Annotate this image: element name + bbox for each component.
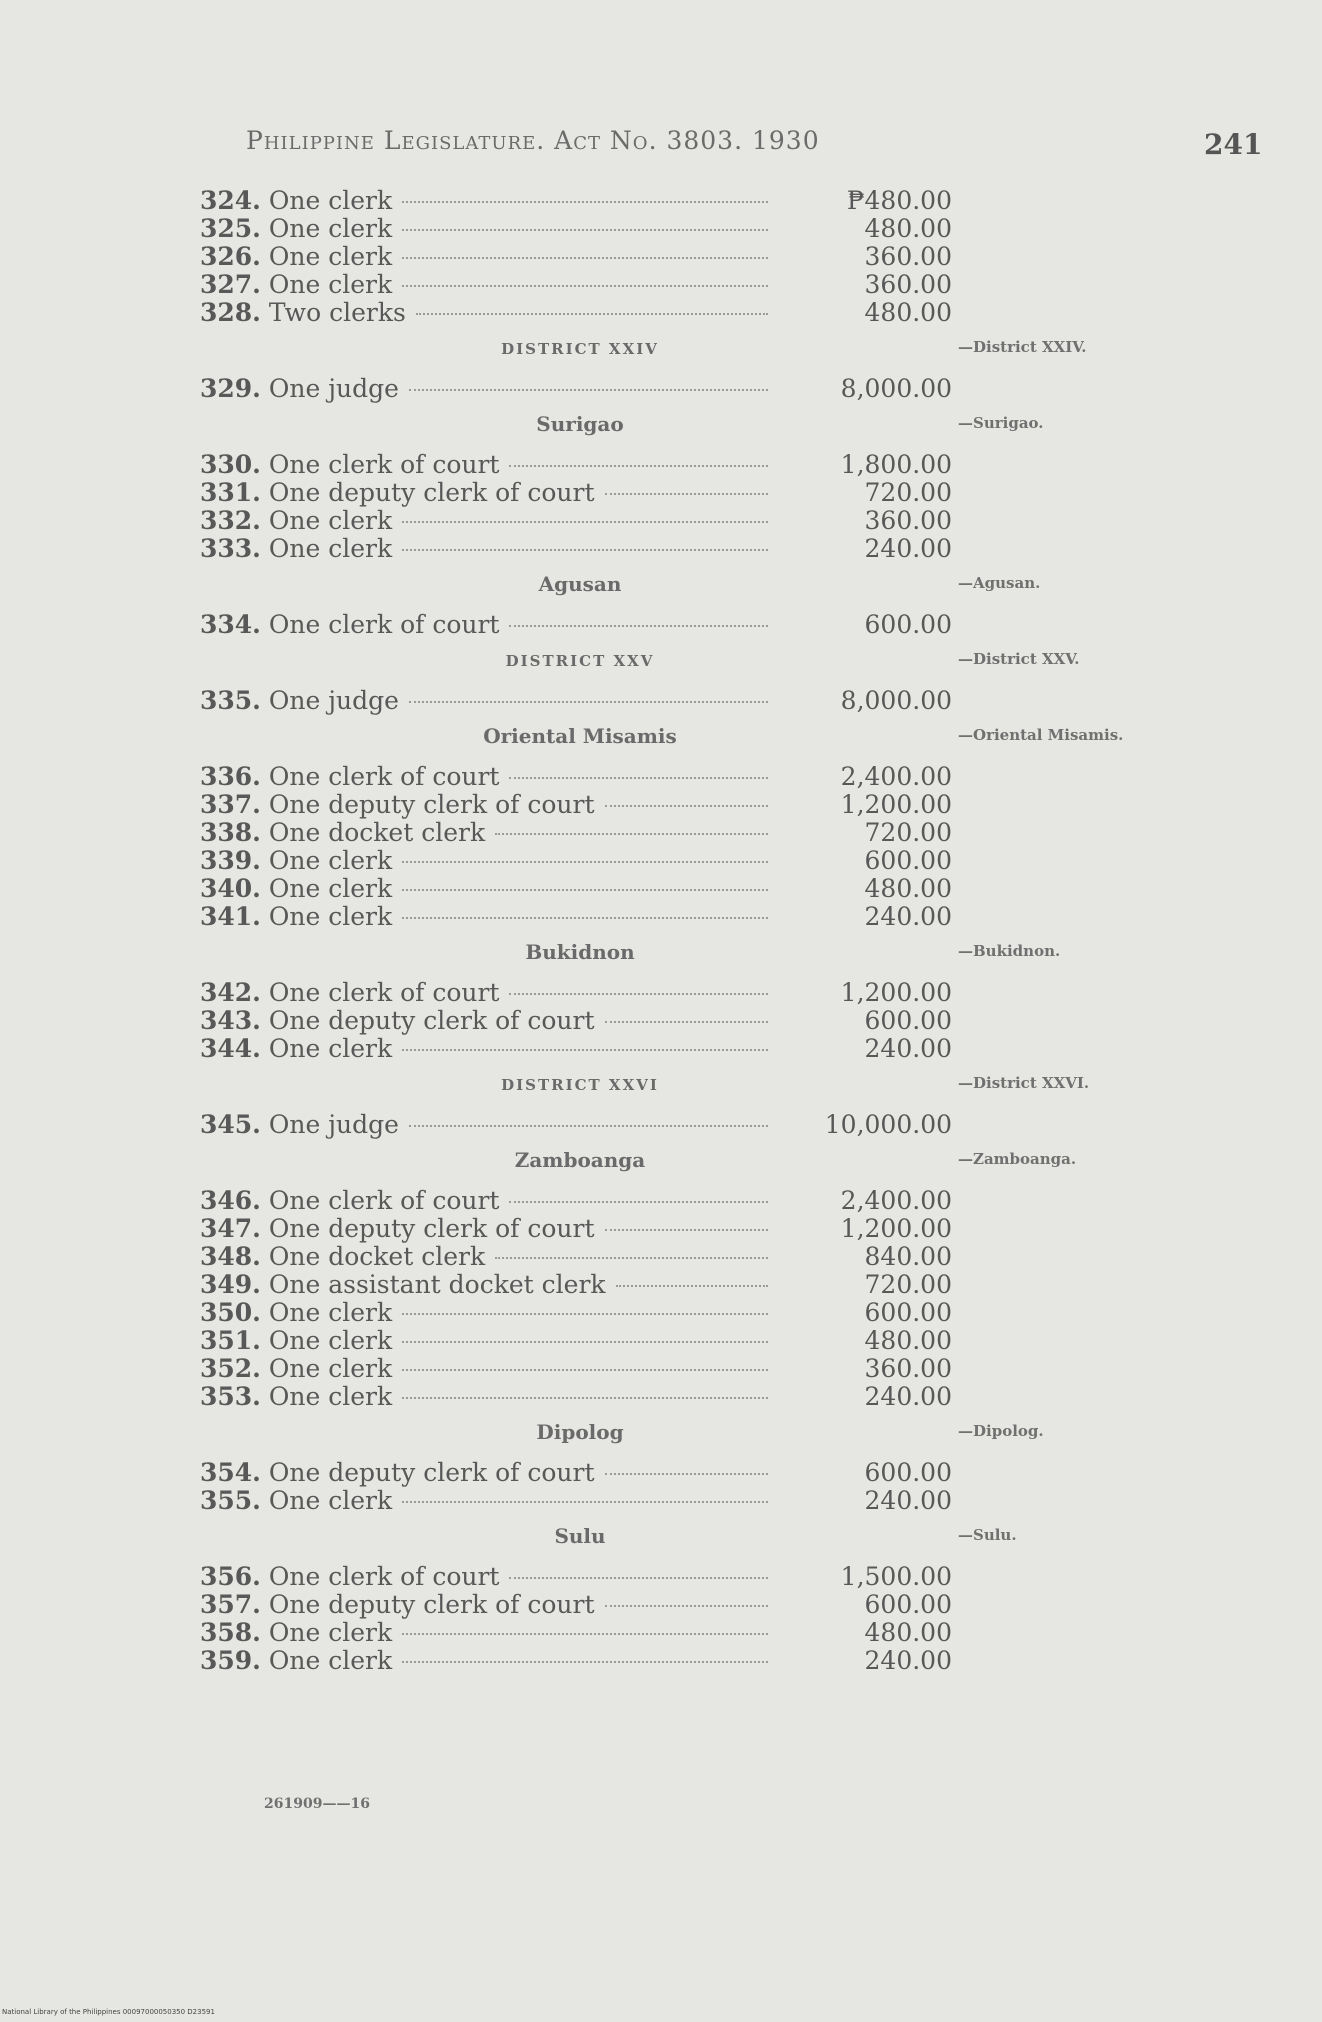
list-item	[0, 978, 1322, 1006]
item-amount: 360.00	[864, 242, 952, 271]
item-number: 326.	[200, 242, 261, 271]
item-number: 357.	[200, 1590, 261, 1619]
list-item	[0, 1618, 1322, 1646]
section-heading-row	[0, 326, 1322, 374]
item-number: 339.	[200, 846, 261, 875]
item-amount: 1,200.00	[840, 1214, 952, 1243]
entry-text	[200, 1298, 770, 1327]
item-amount: 240.00	[864, 534, 952, 563]
section-heading-row	[0, 402, 1322, 450]
item-amount: 1,500.00	[840, 1562, 952, 1591]
section-heading: DISTRICT XXIV	[501, 340, 659, 358]
item-description: One docket clerk	[268, 818, 486, 847]
margin-note: —Zamboanga.	[958, 1150, 1077, 1168]
entry-text	[200, 1110, 770, 1139]
list-item	[0, 1326, 1322, 1354]
list-item	[0, 902, 1322, 930]
item-number: 337.	[200, 790, 261, 819]
entry-text	[200, 1646, 770, 1675]
item-amount: 600.00	[864, 610, 952, 639]
item-amount: 600.00	[864, 1590, 952, 1619]
item-number: 333.	[200, 534, 261, 563]
item-description: One clerk	[268, 506, 393, 535]
entry-text	[200, 610, 770, 639]
item-number: 341.	[200, 902, 261, 931]
dot-leader	[402, 1369, 768, 1371]
dot-leader	[402, 1313, 768, 1315]
margin-note: —Sulu.	[958, 1526, 1017, 1544]
list-item	[0, 506, 1322, 534]
item-number: 325.	[200, 214, 261, 243]
entry-text	[200, 374, 770, 403]
section-heading: Zamboanga	[514, 1148, 646, 1172]
item-amount: 2,400.00	[840, 762, 952, 791]
entry-text	[200, 1006, 770, 1035]
dot-leader	[605, 1021, 769, 1023]
entry-text	[200, 818, 770, 847]
item-number: 344.	[200, 1034, 261, 1063]
item-description: One clerk	[268, 874, 393, 903]
list-item	[0, 1646, 1322, 1674]
list-item	[0, 1458, 1322, 1486]
item-description: One deputy clerk of court	[268, 1590, 595, 1619]
list-item	[0, 1214, 1322, 1242]
item-description: One clerk	[268, 1034, 393, 1063]
item-number: 342.	[200, 978, 261, 1007]
item-amount: 2,400.00	[840, 1186, 952, 1215]
item-description: One deputy clerk of court	[268, 478, 595, 507]
section-heading-row	[0, 562, 1322, 610]
list-item	[0, 1006, 1322, 1034]
item-amount: 600.00	[864, 1006, 952, 1035]
section-heading: DISTRICT XXVI	[501, 1076, 659, 1094]
list-item	[0, 1382, 1322, 1410]
dot-leader	[495, 1257, 768, 1259]
entry-text	[200, 1326, 770, 1355]
item-amount: 360.00	[864, 270, 952, 299]
entry-text	[200, 1270, 770, 1299]
section-heading: Dipolog	[536, 1420, 624, 1444]
list-item	[0, 1186, 1322, 1214]
dot-leader	[402, 1049, 768, 1051]
item-number: 327.	[200, 270, 261, 299]
list-item	[0, 374, 1322, 402]
item-description: One clerk of court	[268, 1562, 500, 1591]
entry-text	[200, 686, 770, 715]
entry-text	[200, 270, 770, 299]
item-amount: 240.00	[864, 1034, 952, 1063]
item-description: One clerk	[268, 186, 393, 215]
list-item	[0, 1298, 1322, 1326]
entry-text	[200, 1034, 770, 1063]
item-description: One clerk	[268, 214, 393, 243]
dot-leader	[509, 993, 768, 995]
item-number: 336.	[200, 762, 261, 791]
entry-text	[200, 1382, 770, 1411]
item-number: 328.	[200, 298, 261, 327]
item-description: One clerk	[268, 534, 393, 563]
item-description: One clerk of court	[268, 762, 500, 791]
item-amount: 600.00	[864, 846, 952, 875]
scan-credit: National Library of the Philippines 00097000050350 D23591	[2, 2008, 215, 2016]
entry-text	[200, 846, 770, 875]
entry-text	[200, 1590, 770, 1619]
dot-leader	[509, 465, 768, 467]
item-number: 329.	[200, 374, 261, 403]
entry-text	[200, 874, 770, 903]
list-item	[0, 214, 1322, 242]
item-description: One deputy clerk of court	[268, 790, 595, 819]
section-heading: Agusan	[538, 572, 622, 596]
item-description: One docket clerk	[268, 1242, 486, 1271]
item-amount: 240.00	[864, 1486, 952, 1515]
entry-text	[200, 214, 770, 243]
dot-leader	[402, 1633, 768, 1635]
list-item	[0, 1562, 1322, 1590]
section-heading-row	[0, 1410, 1322, 1458]
running-title: Philippine Legislature. Act No. 3803. 1930	[246, 126, 820, 155]
entry-text	[200, 1242, 770, 1271]
list-item	[0, 790, 1322, 818]
item-amount: 240.00	[864, 1646, 952, 1675]
section-heading: Bukidnon	[525, 940, 635, 964]
dot-leader	[605, 805, 769, 807]
dot-leader	[402, 889, 768, 891]
item-description: One clerk	[268, 846, 393, 875]
item-description: One clerk	[268, 1354, 393, 1383]
entry-text	[200, 902, 770, 931]
item-amount: 480.00	[864, 214, 952, 243]
item-number: 340.	[200, 874, 261, 903]
item-amount: 600.00	[864, 1458, 952, 1487]
item-number: 324.	[200, 186, 261, 215]
item-description: One clerk	[268, 1382, 393, 1411]
item-amount: 720.00	[864, 1270, 952, 1299]
section-heading: Oriental Misamis	[483, 724, 677, 748]
item-description: One clerk	[268, 1298, 393, 1327]
list-item	[0, 762, 1322, 790]
item-number: 359.	[200, 1646, 261, 1675]
item-amount: ₱480.00	[846, 186, 952, 215]
list-item	[0, 1270, 1322, 1298]
item-description: One clerk	[268, 1618, 393, 1647]
item-number: 347.	[200, 1214, 261, 1243]
item-number: 345.	[200, 1110, 261, 1139]
section-heading-row	[0, 714, 1322, 762]
item-number: 349.	[200, 1270, 261, 1299]
dot-leader	[402, 1501, 768, 1503]
section-heading-row	[0, 1514, 1322, 1562]
item-number: 356.	[200, 1562, 261, 1591]
list-item	[0, 610, 1322, 638]
item-description: One deputy clerk of court	[268, 1214, 595, 1243]
dot-leader	[605, 1229, 769, 1231]
item-description: One clerk of court	[268, 610, 500, 639]
margin-note: —Bukidnon.	[958, 942, 1061, 960]
item-number: 348.	[200, 1242, 261, 1271]
item-description: One clerk	[268, 1646, 393, 1675]
list-item	[0, 874, 1322, 902]
item-number: 350.	[200, 1298, 261, 1327]
item-amount: 480.00	[864, 1618, 952, 1647]
list-item	[0, 186, 1322, 214]
margin-note: —Agusan.	[958, 574, 1041, 592]
entry-text	[200, 242, 770, 271]
list-item	[0, 270, 1322, 298]
entry-text	[200, 534, 770, 563]
dot-leader	[402, 1661, 768, 1663]
item-description: One clerk	[268, 1326, 393, 1355]
item-description: One judge	[268, 374, 399, 403]
item-description: One judge	[268, 1110, 399, 1139]
dot-leader	[402, 229, 768, 231]
item-number: 358.	[200, 1618, 261, 1647]
list-item	[0, 1110, 1322, 1138]
entry-text	[200, 186, 770, 215]
page-number: 241	[1204, 128, 1263, 161]
item-amount: 480.00	[864, 1326, 952, 1355]
entry-text	[200, 790, 770, 819]
list-item	[0, 478, 1322, 506]
entry-text	[200, 478, 770, 507]
dot-leader	[409, 701, 768, 703]
entry-text	[200, 1354, 770, 1383]
item-amount: 8,000.00	[840, 374, 952, 403]
list-item	[0, 1034, 1322, 1062]
dot-leader	[509, 625, 768, 627]
margin-note: —District XXVI.	[958, 1074, 1090, 1092]
item-number: 334.	[200, 610, 261, 639]
list-item	[0, 818, 1322, 846]
dot-leader	[402, 201, 768, 203]
item-description: One clerk	[268, 902, 393, 931]
section-heading-row	[0, 1138, 1322, 1186]
dot-leader	[402, 1397, 768, 1399]
item-number: 355.	[200, 1486, 261, 1515]
margin-note: —Surigao.	[958, 414, 1044, 432]
entry-text	[200, 450, 770, 479]
list-item	[0, 1354, 1322, 1382]
entry-text	[200, 978, 770, 1007]
item-amount: 1,800.00	[840, 450, 952, 479]
dot-leader	[402, 521, 768, 523]
item-number: 346.	[200, 1186, 261, 1215]
item-number: 343.	[200, 1006, 261, 1035]
item-number: 330.	[200, 450, 261, 479]
item-amount: 360.00	[864, 1354, 952, 1383]
dot-leader	[402, 549, 768, 551]
item-description: One clerk	[268, 242, 393, 271]
item-amount: 1,200.00	[840, 978, 952, 1007]
item-number: 335.	[200, 686, 261, 715]
entry-text	[200, 1562, 770, 1591]
item-amount: 720.00	[864, 818, 952, 847]
item-description: One clerk	[268, 1486, 393, 1515]
margin-note: —District XXV.	[958, 650, 1080, 668]
margin-note: —District XXIV.	[958, 338, 1087, 356]
dot-leader	[402, 285, 768, 287]
item-description: One clerk	[268, 270, 393, 299]
item-amount: 240.00	[864, 902, 952, 931]
item-description: One deputy clerk of court	[268, 1458, 595, 1487]
dot-leader	[495, 833, 768, 835]
entry-text	[200, 1458, 770, 1487]
list-item	[0, 1486, 1322, 1514]
item-amount: 840.00	[864, 1242, 952, 1271]
item-number: 332.	[200, 506, 261, 535]
item-description: One clerk of court	[268, 978, 500, 1007]
list-item	[0, 686, 1322, 714]
item-description: One judge	[268, 686, 399, 715]
item-description: One assistant docket clerk	[268, 1270, 606, 1299]
dot-leader	[605, 493, 769, 495]
dot-leader	[509, 1577, 768, 1579]
print-code: 261909——16	[264, 1796, 370, 1812]
list-item	[0, 450, 1322, 478]
dot-leader	[416, 313, 768, 315]
margin-note: —Oriental Misamis.	[958, 726, 1124, 744]
section-heading: Sulu	[554, 1524, 606, 1548]
item-amount: 360.00	[864, 506, 952, 535]
dot-leader	[616, 1285, 768, 1287]
list-item	[0, 1242, 1322, 1270]
item-number: 351.	[200, 1326, 261, 1355]
entry-text	[200, 1214, 770, 1243]
dot-leader	[605, 1605, 769, 1607]
item-amount: 1,200.00	[840, 790, 952, 819]
dot-leader	[402, 257, 768, 259]
item-amount: 480.00	[864, 874, 952, 903]
item-number: 353.	[200, 1382, 261, 1411]
dot-leader	[409, 1125, 768, 1127]
list-item	[0, 846, 1322, 874]
dot-leader	[402, 861, 768, 863]
item-description: Two clerks	[268, 298, 406, 327]
entry-text	[200, 1618, 770, 1647]
item-amount: 240.00	[864, 1382, 952, 1411]
entry-text	[200, 1486, 770, 1515]
item-amount: 8,000.00	[840, 686, 952, 715]
item-amount: 720.00	[864, 478, 952, 507]
item-amount: 600.00	[864, 1298, 952, 1327]
section-heading-row	[0, 930, 1322, 978]
item-number: 354.	[200, 1458, 261, 1487]
section-heading-row	[0, 638, 1322, 686]
dot-leader	[605, 1473, 769, 1475]
list-item	[0, 1590, 1322, 1618]
dot-leader	[509, 777, 768, 779]
list-item	[0, 534, 1322, 562]
section-heading: Surigao	[536, 412, 624, 436]
item-number: 338.	[200, 818, 261, 847]
dot-leader	[402, 917, 768, 919]
section-heading-row	[0, 1062, 1322, 1110]
item-amount: 10,000.00	[824, 1110, 952, 1139]
item-number: 352.	[200, 1354, 261, 1383]
item-amount: 480.00	[864, 298, 952, 327]
entry-text	[200, 298, 770, 327]
list-item	[0, 242, 1322, 270]
page-header	[0, 126, 1322, 166]
entry-text	[200, 1186, 770, 1215]
margin-note: —Dipolog.	[958, 1422, 1044, 1440]
appropriation-list	[0, 186, 1322, 1674]
dot-leader	[509, 1201, 768, 1203]
entry-text	[200, 506, 770, 535]
dot-leader	[409, 389, 768, 391]
entry-text	[200, 762, 770, 791]
list-item	[0, 298, 1322, 326]
item-description: One deputy clerk of court	[268, 1006, 595, 1035]
dot-leader	[402, 1341, 768, 1343]
section-heading: DISTRICT XXV	[505, 652, 655, 670]
item-number: 331.	[200, 478, 261, 507]
item-description: One clerk of court	[268, 1186, 500, 1215]
item-description: One clerk of court	[268, 450, 500, 479]
